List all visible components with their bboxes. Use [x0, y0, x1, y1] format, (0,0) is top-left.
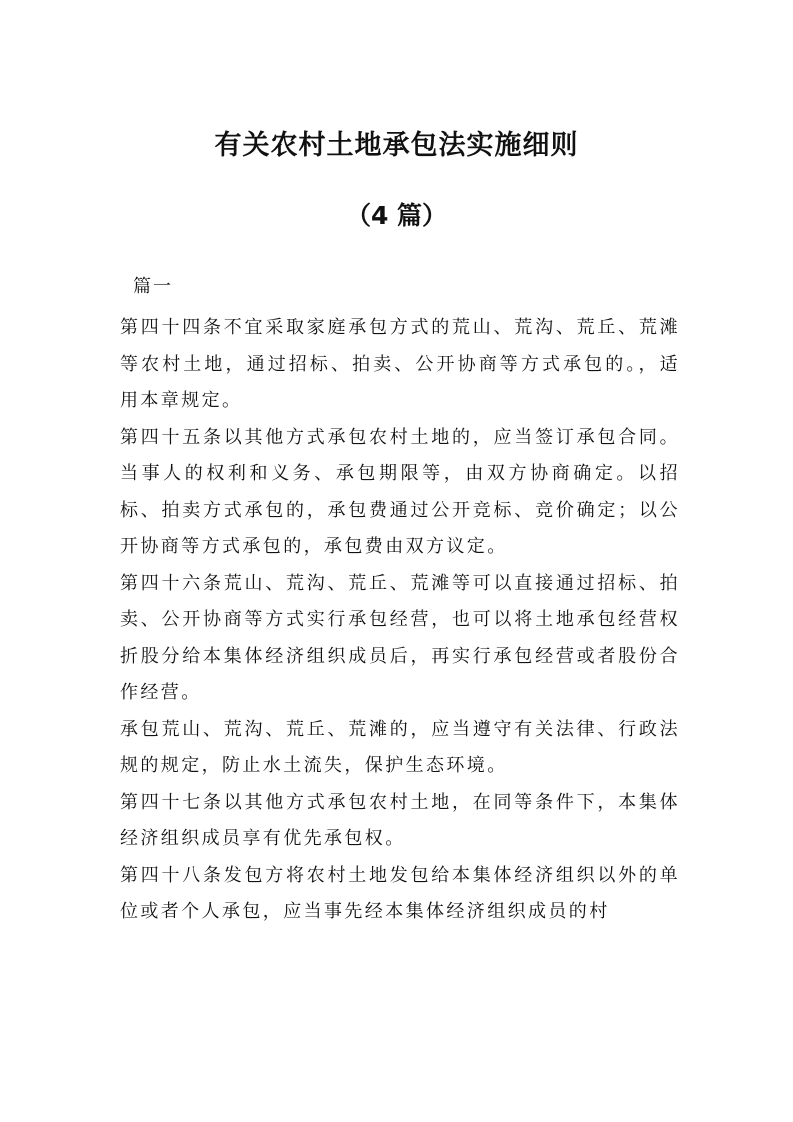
- document-body: [120, 310, 680, 931]
- paragraph-article-45: 第四十五条以其他方式承包农村土地的，应当签订承包合同。当事人的权利和义务、承包期限等，由双方协商确定。以招标、拍卖方式承包的，承包费通过公开竞标、竞价确定；以公开协商等方式承包的，承包费由双方议定。: [120, 426, 680, 557]
- paragraph-article-46: 第四十六条荒山、荒沟、荒丘、荒滩等可以直接通过招标、拍卖、公开协商等方式实行承包经营，也可以将土地承包经营权折股分给本集体经济组织成员后，再实行承包经营或者股份合作经营。: [120, 572, 680, 703]
- paragraph-article-44: 第四十四条不宜采取家庭承包方式的荒山、荒沟、荒丘、荒滩等农村土地，通过招标、拍卖、公开协商等方式承包的。，适用本章规定。: [120, 317, 680, 411]
- section-label: 篇一: [133, 276, 173, 297]
- document-subtitle: （4 篇）: [345, 201, 448, 230]
- paragraph-article-48: 第四十八条发包方将农村土地发包给本集体经济组织以外的单位或者个人承包，应当事先经本集体经济组织成员的村: [120, 864, 680, 922]
- paragraph-wasteland-protection: 承包荒山、荒沟、荒丘、荒滩的，应当遵守有关法律、行政法规的规定，防止水土流失，保护生态环境。: [120, 718, 680, 776]
- paragraph-article-47: 第四十七条以其他方式承包农村土地，在同等条件下，本集体经济组织成员享有优先承包权。: [120, 791, 680, 849]
- document-title: 有关农村土地承包法实施细则: [214, 130, 579, 161]
